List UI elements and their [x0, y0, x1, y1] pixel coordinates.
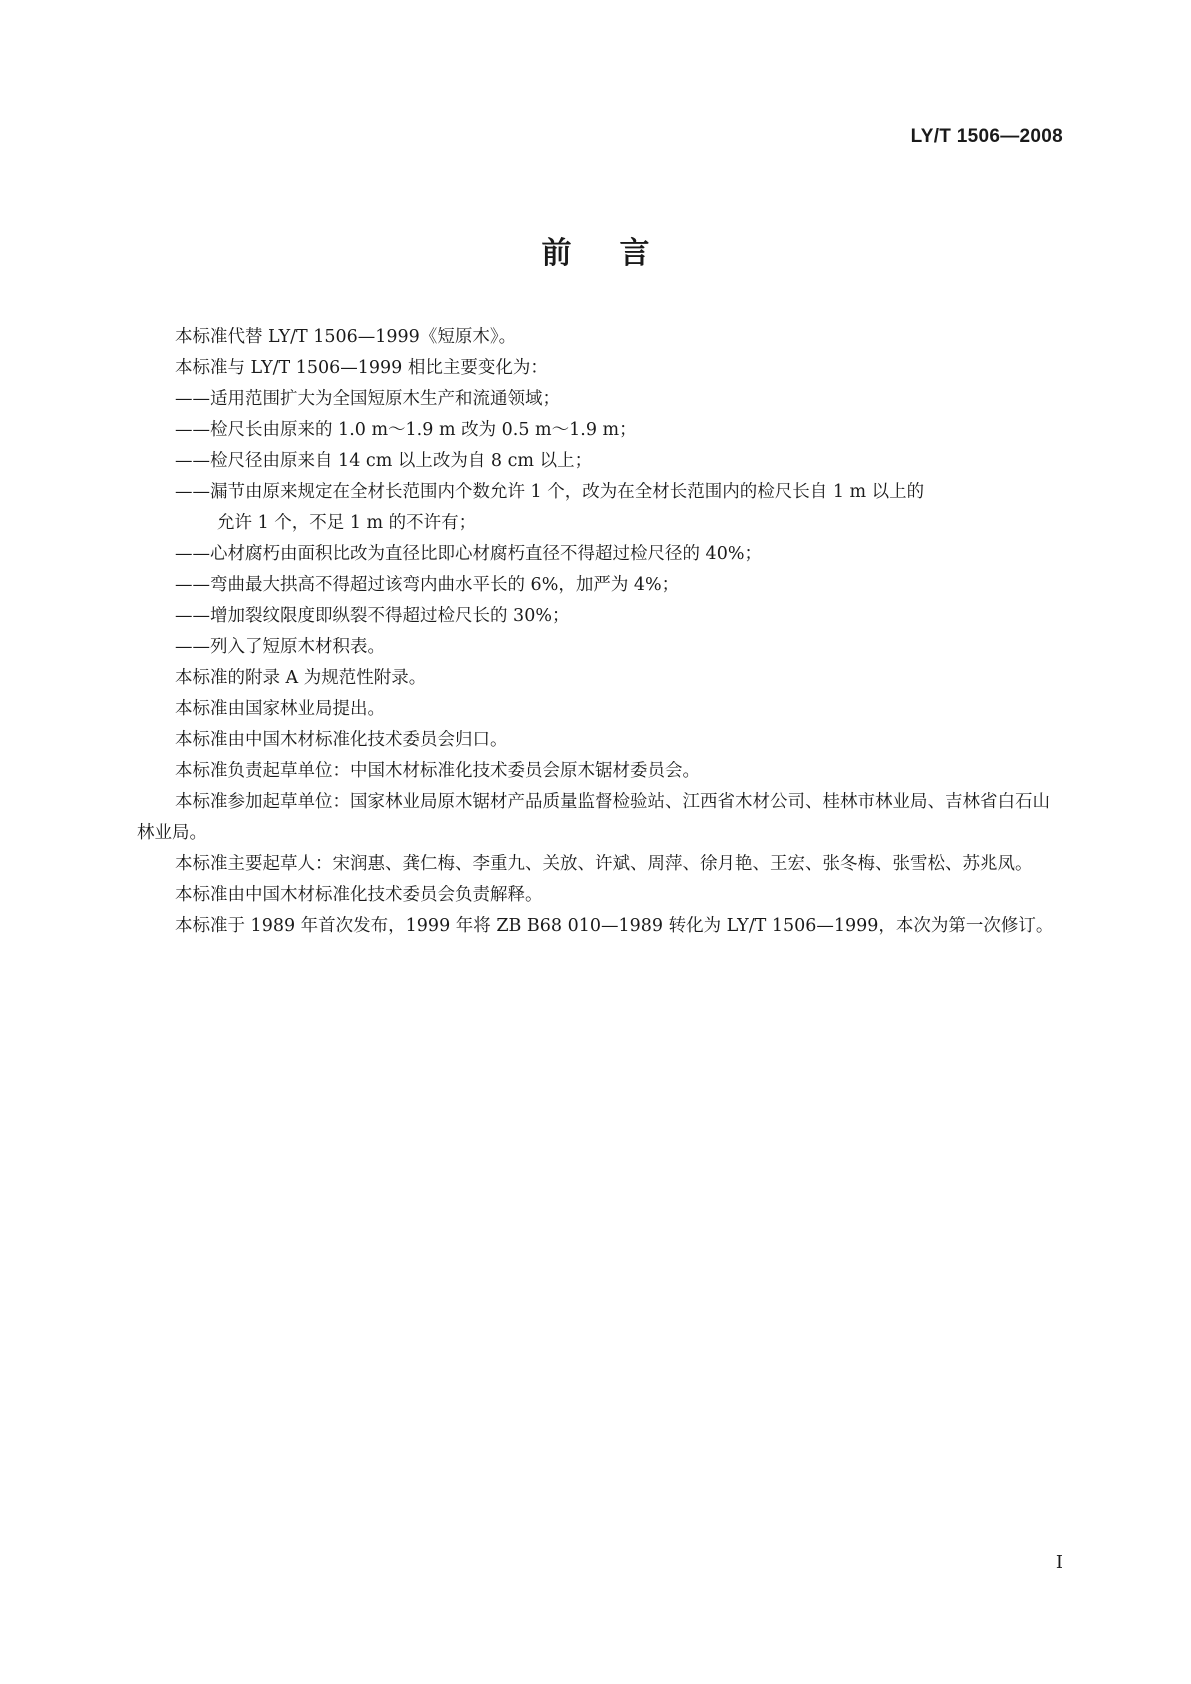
paragraph: 本标准于 1989 年首次发布，1999 年将 ZB B68 010—1989 转化为 LY/T 1506—1999，本次为第一次修订。: [175, 916, 1054, 936]
paragraph: 本标准主要起草人：宋润惠、龚仁梅、李重九、关放、许斌、周萍、徐月艳、王宏、张冬梅、张雪松、苏兆凤。: [175, 854, 1033, 874]
paragraph: 本标准由中国木材标准化技术委员会负责解释。: [175, 885, 543, 905]
change-item: ——适用范围扩大为全国短原木生产和流通领域；: [175, 389, 560, 409]
paragraph: 本标准代替 LY/T 1506—1999《短原木》。: [175, 327, 517, 347]
paragraph: 本标准负责起草单位：中国木材标准化技术委员会原木锯材委员会。: [175, 761, 700, 781]
change-item: ——增加裂纹限度即纵裂不得超过检尺长的 30%；: [175, 606, 570, 626]
paragraph: 本标准参加起草单位：国家林业局原木锯材产品质量监督检验站、江西省木材公司、桂林市林业局、吉林省白石山林业局。: [137, 792, 1050, 843]
page-title: 前言: [541, 236, 698, 271]
paragraph: 本标准的附录 A 为规范性附录。: [175, 668, 427, 688]
change-item: ——检尺径由原来自 14 cm 以上改为自 8 cm 以上；: [175, 451, 593, 471]
change-item: ——弯曲最大拱高不得超过该弯内曲水平长的 6%，加严为 4%；: [175, 575, 680, 595]
paragraph: 本标准由国家林业局提出。: [175, 699, 385, 719]
change-item: ——漏节由原来规定在全材长范围内个数允许 1 个，改为在全材长范围内的检尺长自 1 m 以上的: [175, 482, 925, 502]
document-body: [137, 322, 1065, 942]
page-number: I: [1055, 1552, 1063, 1573]
change-item: ——检尺长由原来的 1.0 m～1.9 m 改为 0.5 m～1.9 m；: [175, 420, 637, 440]
paragraph: 本标准与 LY/T 1506—1999 相比主要变化为：: [175, 358, 548, 378]
change-item-continuation: 允许 1 个，不足 1 m 的不许有；: [217, 513, 477, 533]
change-item: ——心材腐朽由面积比改为直径比即心材腐朽直径不得超过检尺径的 40%；: [175, 544, 762, 564]
change-item: ——列入了短原木材积表。: [175, 637, 385, 657]
paragraph: 本标准由中国木材标准化技术委员会归口。: [175, 730, 508, 750]
standard-code: LY/T 1506—2008: [910, 126, 1063, 147]
